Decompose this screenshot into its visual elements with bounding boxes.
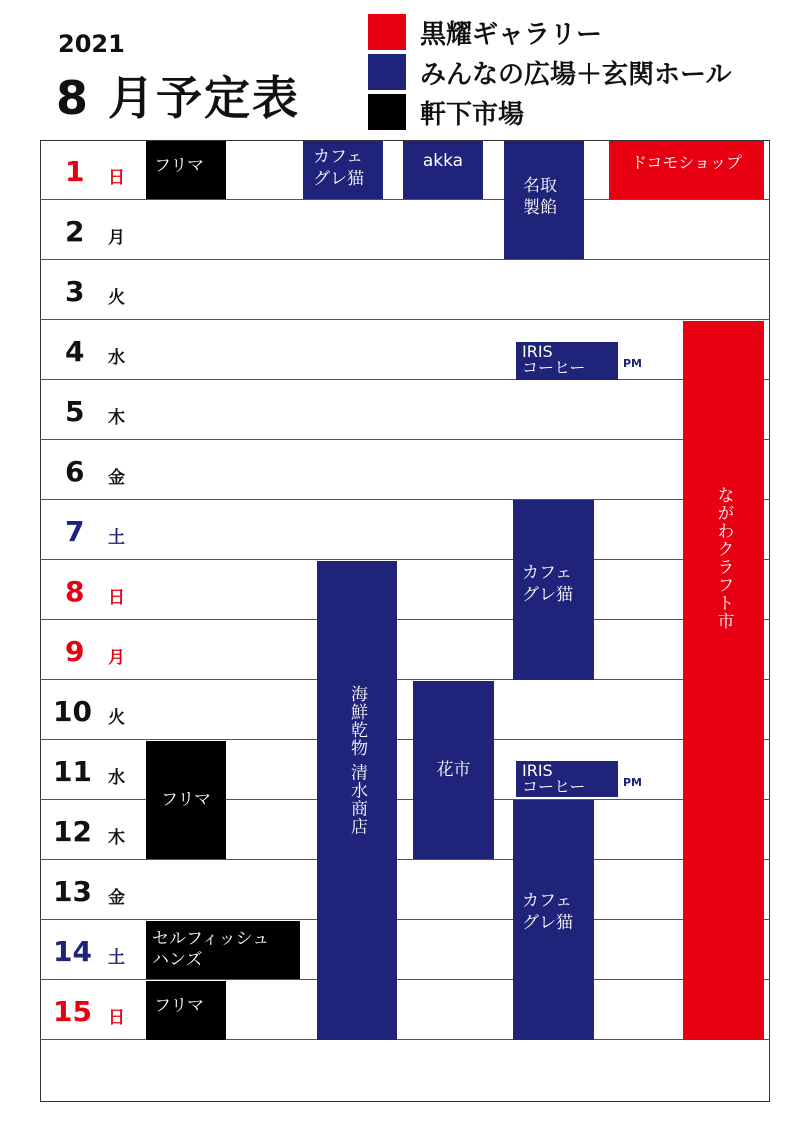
day-number: 1	[65, 155, 85, 188]
event-natori-seian	[504, 141, 584, 259]
weekday-label: 金	[108, 468, 125, 488]
page-title: 8 月予定表	[56, 71, 301, 125]
day-number: 4	[65, 335, 85, 368]
day-number: 9	[65, 635, 85, 668]
day-row	[40, 860, 770, 920]
event-line: 製餡	[523, 198, 557, 218]
weekday-label: 木	[108, 408, 125, 428]
event-furima-15: フリマ	[146, 981, 226, 1040]
year-label: 2021	[58, 30, 125, 58]
day-number: 2	[65, 215, 85, 248]
event-line: セルフィッシュ	[152, 929, 270, 949]
weekday-label: 木	[108, 828, 125, 848]
day-row	[40, 260, 770, 320]
day-number: 3	[65, 275, 85, 308]
day-row	[40, 620, 770, 680]
day-number: 15	[53, 995, 92, 1028]
legend-item-market	[368, 94, 524, 130]
event-cafe-greneko-12	[513, 800, 594, 1040]
day-row	[40, 200, 770, 260]
event-furima-11: フリマ	[146, 741, 226, 859]
event-line: カフェ	[522, 891, 573, 911]
day-number: 7	[65, 515, 85, 548]
legend-item-plaza	[368, 54, 731, 90]
day-row	[40, 500, 770, 560]
event-iris-coffee-4	[516, 342, 618, 380]
day-row	[40, 680, 770, 740]
event-docomo-shop: ドコモショップ	[609, 141, 764, 199]
weekday-label: 水	[108, 768, 125, 788]
weekday-label: 金	[108, 888, 125, 908]
legend-label: 黒耀ギャラリー	[420, 19, 603, 50]
event-cafe-greneko-7	[513, 500, 594, 680]
weekday-label: 月	[108, 648, 125, 668]
event-cafe-greneko-1	[303, 141, 383, 199]
weekday-label: 月	[108, 228, 125, 248]
weekday-label: 火	[108, 288, 125, 308]
event-line: グレ猫	[522, 585, 573, 605]
event-line: IRIS	[522, 342, 553, 361]
event-line: IRIS	[522, 761, 553, 780]
legend-swatch-black	[368, 94, 406, 130]
event-line: 名取	[523, 176, 557, 196]
day-number: 10	[53, 695, 92, 728]
pm-label-11: PM	[623, 776, 643, 789]
event-line: コーヒー	[522, 777, 586, 796]
day-row	[40, 320, 770, 380]
day-number: 13	[53, 875, 92, 908]
day-number: 5	[65, 395, 85, 428]
legend-label: みんなの広場＋玄関ホール	[420, 59, 732, 90]
day-number: 8	[65, 575, 85, 608]
weekday-label: 日	[108, 168, 125, 188]
weekday-label: 日	[108, 1008, 125, 1028]
event-line: ハンズ	[152, 950, 203, 970]
weekday-label: 日	[108, 588, 125, 608]
event-line: コーヒー	[522, 358, 586, 377]
event-line: グレ猫	[313, 169, 364, 189]
weekday-label: 水	[108, 348, 125, 368]
weekday-label: 土	[108, 948, 125, 968]
legend-item-gallery	[368, 14, 602, 50]
event-selfish-hands	[146, 921, 300, 979]
day-row	[40, 440, 770, 500]
event-akka: akka	[403, 141, 483, 199]
event-nagawa-craft: ながわクラフト市	[683, 321, 764, 1040]
day-number: 6	[65, 455, 85, 488]
pm-label-4: PM	[623, 357, 643, 370]
weekday-label: 土	[108, 528, 125, 548]
event-furima-1: フリマ	[146, 141, 226, 199]
legend-label: 軒下市場	[420, 99, 525, 130]
day-row	[40, 380, 770, 440]
day-number: 11	[53, 755, 92, 788]
event-hanaichi: 花市	[413, 681, 494, 859]
event-kaisen-shimizu: 海鮮乾物 清水商店	[317, 561, 397, 1040]
day-number: 14	[53, 935, 92, 968]
legend-swatch-red	[368, 14, 406, 50]
weekday-label: 火	[108, 708, 125, 728]
legend-swatch-navy	[368, 54, 406, 90]
event-line: カフェ	[313, 147, 364, 167]
event-line: グレ猫	[522, 913, 573, 933]
day-row	[40, 560, 770, 620]
event-line: カフェ	[522, 563, 573, 583]
event-iris-coffee-11	[516, 761, 618, 797]
day-number: 12	[53, 815, 92, 848]
